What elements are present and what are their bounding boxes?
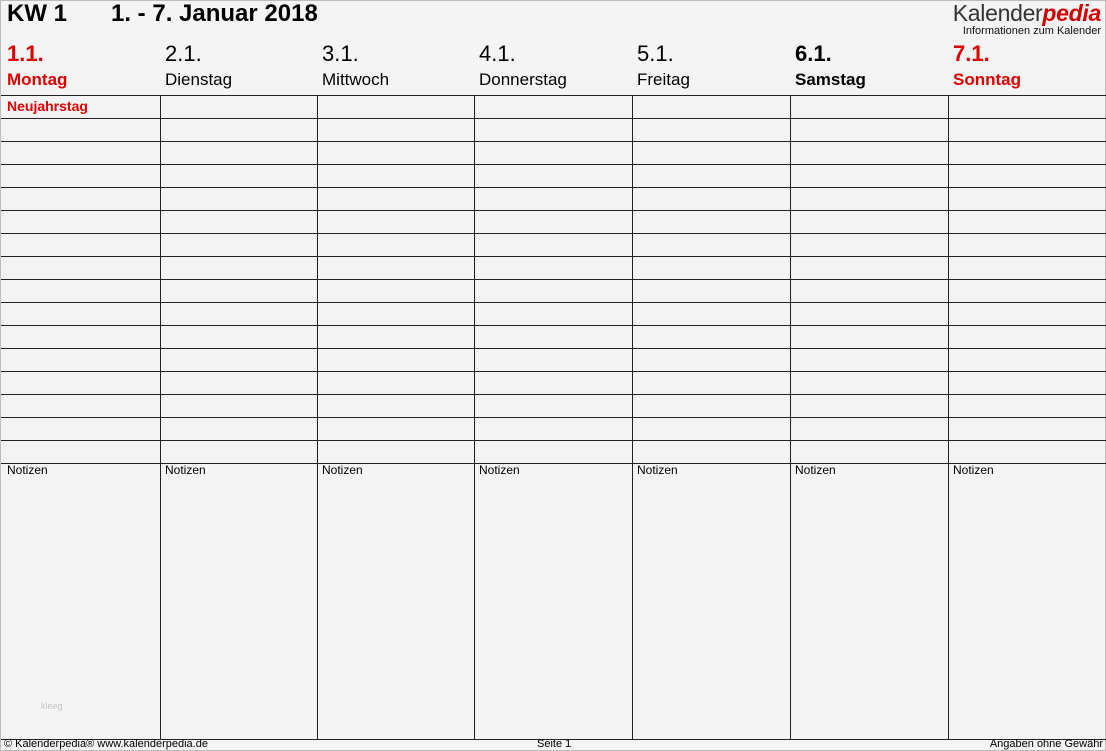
column-divider bbox=[317, 95, 318, 739]
row-line bbox=[1, 417, 1106, 418]
row-line bbox=[1, 325, 1106, 326]
day-date: 4.1. bbox=[479, 41, 516, 66]
column-divider bbox=[790, 95, 791, 739]
brand-name bbox=[953, 1, 1101, 25]
row-line bbox=[1, 440, 1106, 441]
row-line bbox=[1, 348, 1106, 349]
column-divider bbox=[474, 95, 475, 739]
day-date: 5.1. bbox=[637, 41, 674, 66]
day-date: 7.1. bbox=[953, 41, 990, 66]
notes-label-thursday: Notizen bbox=[479, 463, 520, 477]
notes-label-sunday: Notizen bbox=[953, 463, 994, 477]
day-name: Freitag bbox=[637, 70, 690, 89]
notes-label-tuesday: Notizen bbox=[165, 463, 206, 477]
holiday-label: Neujahrstag bbox=[7, 98, 88, 114]
day-name: Mittwoch bbox=[322, 70, 390, 89]
watermark: kleeg bbox=[41, 701, 63, 711]
brand-tagline: Informationen zum Kalender bbox=[962, 25, 1101, 37]
day-name: Donnerstag bbox=[479, 70, 567, 89]
brand-name-part1: Kalender bbox=[952, 0, 1043, 26]
date-range-title: 1. - 7. Januar 2018 bbox=[111, 0, 318, 27]
footer-disclaimer: Angaben ohne Gewähr bbox=[989, 738, 1103, 750]
row-line bbox=[1, 210, 1106, 211]
brand-logo bbox=[953, 1, 1101, 37]
row-line bbox=[1, 187, 1106, 188]
notes-label-saturday: Notizen bbox=[795, 463, 836, 477]
notes-label-friday: Notizen bbox=[637, 463, 678, 477]
day-header-sunday bbox=[953, 41, 1021, 91]
week-number: KW 1 bbox=[7, 0, 67, 27]
row-line bbox=[1, 302, 1106, 303]
footer-page-number: Seite 1 bbox=[537, 738, 572, 750]
day-date: 6.1. bbox=[795, 41, 832, 66]
day-header-thursday bbox=[479, 41, 567, 91]
brand-name-part2: pedia bbox=[1042, 0, 1101, 26]
row-line bbox=[1, 164, 1106, 165]
day-header-saturday bbox=[795, 41, 866, 91]
notes-label-monday: Notizen bbox=[7, 463, 48, 477]
row-line bbox=[1, 141, 1106, 142]
day-date: 3.1. bbox=[322, 41, 359, 66]
row-line bbox=[1, 256, 1106, 257]
column-divider bbox=[632, 95, 633, 739]
day-date: 1.1. bbox=[7, 41, 44, 66]
day-name: Samstag bbox=[795, 70, 866, 89]
row-line bbox=[1, 233, 1106, 234]
day-name: Sonntag bbox=[953, 70, 1021, 89]
day-header-wednesday bbox=[322, 41, 389, 91]
row-line bbox=[1, 394, 1106, 395]
day-date: 2.1. bbox=[165, 41, 202, 66]
row-line bbox=[1, 95, 1106, 96]
day-header-tuesday bbox=[165, 41, 232, 91]
row-line bbox=[1, 279, 1106, 280]
day-name: Dienstag bbox=[165, 70, 233, 89]
column-divider bbox=[948, 95, 949, 739]
row-line bbox=[1, 371, 1106, 372]
day-name: Montag bbox=[7, 70, 68, 89]
row-line bbox=[1, 118, 1106, 119]
footer-copyright: © Kalenderpedia® www.kalenderpedia.de bbox=[4, 738, 208, 750]
notes-label-wednesday: Notizen bbox=[322, 463, 363, 477]
column-divider bbox=[160, 95, 161, 739]
day-header-friday bbox=[637, 41, 690, 91]
day-header-monday bbox=[7, 41, 67, 91]
